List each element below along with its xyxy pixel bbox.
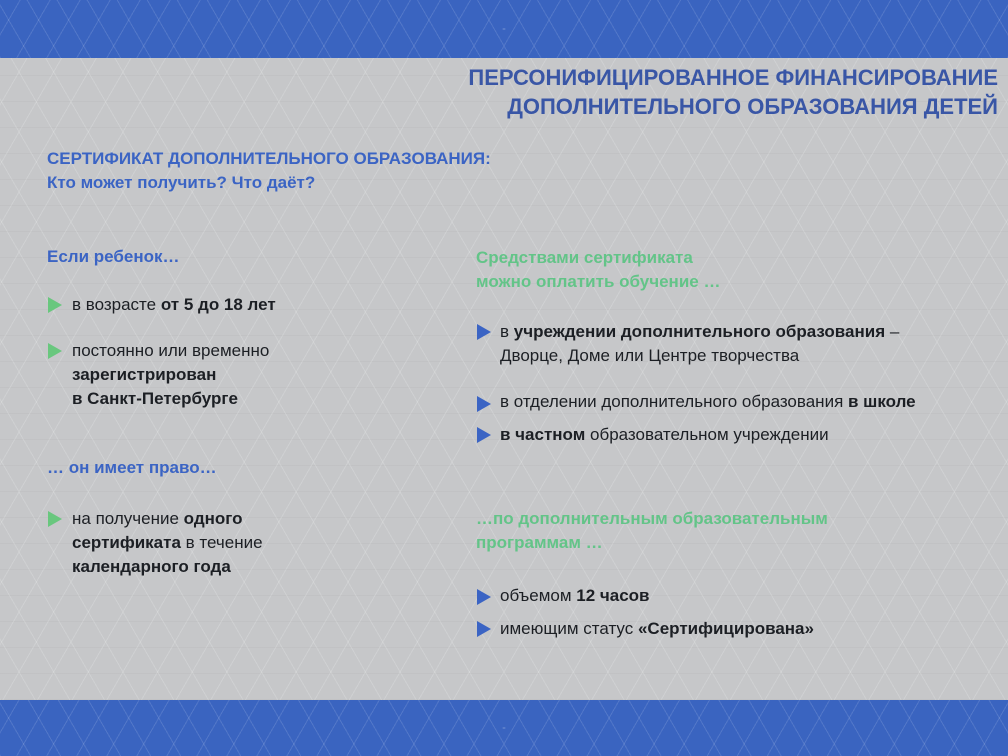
title-line-2: ДОПОЛНИТЕЛЬНОГО ОБРАЗОВАНИЯ ДЕТЕЙ — [507, 94, 998, 119]
left-item-certificate: на получение одного сертификата в течение календарного года — [72, 509, 263, 576]
right-item-school: в отделении дополнительного образования в школе — [500, 392, 916, 411]
right-item-institution: в учреждении дополнительного образования – Дворце, Доме или Центре творчества — [500, 322, 900, 365]
right-heading-programs: …по дополнительным образовательным программам … — [476, 509, 828, 552]
green-triangle-arrow-icon — [48, 297, 62, 313]
blue-triangle-arrow-icon — [477, 427, 491, 443]
green-triangle-arrow-icon — [48, 511, 62, 527]
left-heading-if-child: Если ребенок… — [47, 247, 180, 266]
section-subtitle — [47, 147, 491, 195]
page-title — [468, 63, 998, 121]
right-item-private: в частном образовательном учреждении — [500, 425, 829, 444]
subtitle-line-2: Кто может получить? Что даёт? — [47, 173, 316, 192]
blue-triangle-arrow-icon — [477, 396, 491, 412]
green-triangle-arrow-icon — [48, 343, 62, 359]
top-decorative-band — [0, 0, 1008, 58]
left-item-registration: постоянно или временно зарегистрирован в Санкт-Петербурге — [72, 341, 270, 408]
right-heading-pay: Средствами сертификата можно оплатить обучение … — [476, 248, 721, 291]
left-item-age: в возрасте от 5 до 18 лет — [72, 295, 276, 314]
right-item-hours: объемом 12 часов — [500, 586, 650, 605]
right-item-status: имеющим статус «Сертифицирована» — [500, 619, 814, 638]
bottom-decorative-band — [0, 700, 1008, 756]
blue-triangle-arrow-icon — [477, 589, 491, 605]
left-heading-right: … он имеет право… — [47, 458, 217, 477]
subtitle-line-1: СЕРТИФИКАТ ДОПОЛНИТЕЛЬНОГО ОБРАЗОВАНИЯ: — [47, 149, 491, 168]
blue-triangle-arrow-icon — [477, 324, 491, 340]
title-line-1: ПЕРСОНИФИЦИРОВАННОЕ ФИНАНСИРОВАНИЕ — [468, 65, 998, 90]
blue-triangle-arrow-icon — [477, 621, 491, 637]
